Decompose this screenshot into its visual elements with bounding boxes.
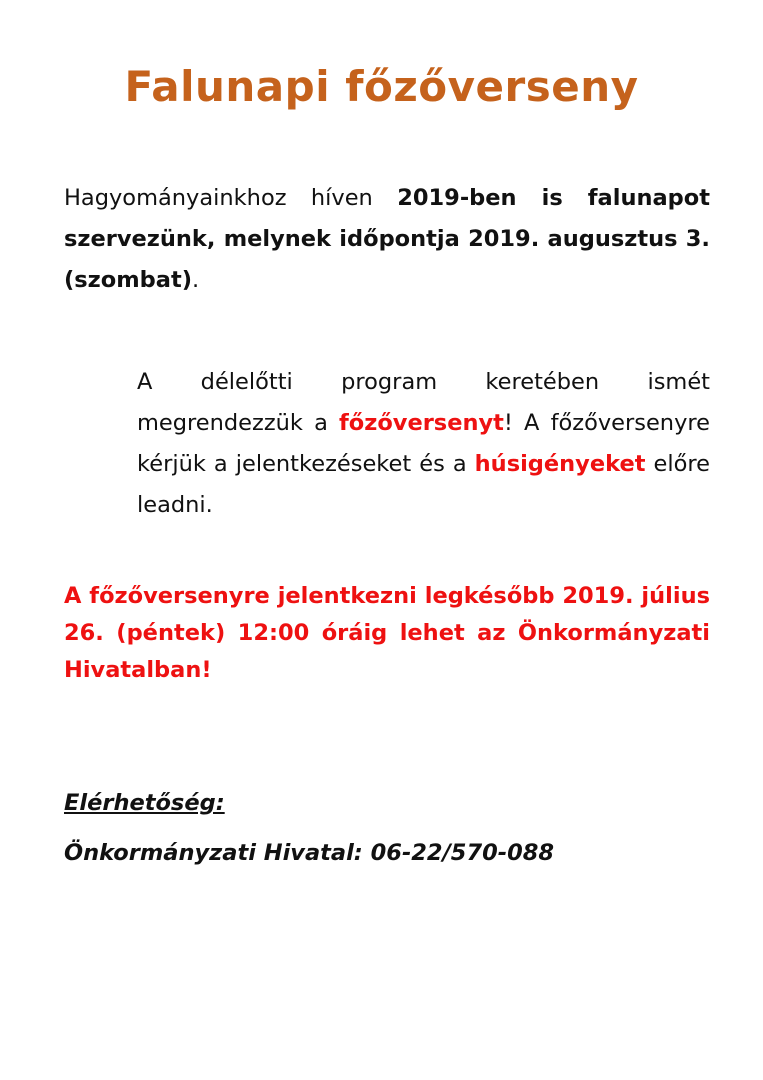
program-text-2: ! A főzőversenyre kérjük a jelentkezéseket és a: [137, 410, 710, 477]
program-text-1: A délelőtti program keretében ismét megrendezzük a: [137, 369, 710, 436]
intro-paragraph: [64, 178, 710, 301]
intro-date-text: 2019-ben is falunapot szervezünk, melynek időpontja 2019. augusztus 3. (szombat): [64, 185, 710, 293]
intro-period: .: [192, 267, 200, 293]
deadline-notice: A főzőversenyre jelentkezni legkésőbb 2019. július 26. (péntek) 12:00 óráig lehet az Önkormányzati Hivatalban!: [64, 583, 710, 683]
program-text-3: előre leadni.: [137, 451, 710, 518]
contact-phone-line: Önkormányzati Hivatal: 06-22/570-088: [64, 840, 555, 866]
program-highlight-meat: húsigényeket: [474, 451, 646, 477]
intro-text: Hagyományainkhoz híven: [64, 185, 398, 211]
contact-label: Elérhetőség:: [64, 790, 225, 816]
page-title: Falunapi főzőverseny: [124, 62, 639, 111]
program-highlight-contest: főzőversenyt: [338, 410, 504, 436]
program-paragraph: [137, 362, 710, 526]
